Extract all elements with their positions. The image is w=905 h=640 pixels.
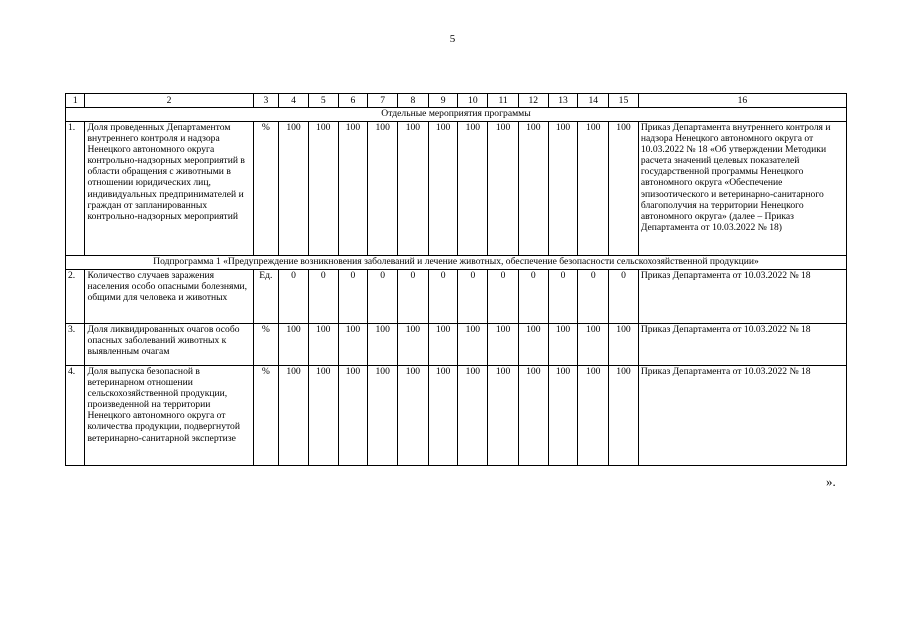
header-cell: 7 [368, 94, 398, 108]
section-row [66, 256, 847, 270]
value-cell: 0 [338, 270, 368, 324]
header-cell: 16 [638, 94, 846, 108]
header-cell: 8 [398, 94, 429, 108]
table-row [66, 366, 847, 466]
value-cell: 100 [428, 366, 458, 466]
value-cell: 100 [609, 122, 639, 256]
value-cell: 100 [308, 366, 338, 466]
section-row [66, 108, 847, 122]
value-cell: 100 [398, 366, 429, 466]
value-cell: 100 [548, 122, 578, 256]
unit-cell: Ед. [253, 270, 279, 324]
value-cell: 100 [338, 324, 368, 366]
value-cell: 100 [338, 366, 368, 466]
value-cell: 0 [578, 270, 609, 324]
value-cell: 100 [368, 122, 398, 256]
source-cell: Приказ Департамента внутреннего контроля и надзора Ненецкого автономного округа от 10.03.2022 № 18 «Об утверждении Методики расчета значений целевых показателей государственной программы Ненецкого автономного округа «Обеспечение эпизоотического и ветеринарно-санитарного благополучия на территории Ненецкого автономного округа» (далее – Приказ Департамента от 10.03.2022 № 18) [638, 122, 846, 256]
header-cell: 2 [85, 94, 253, 108]
value-cell: 0 [488, 270, 519, 324]
value-cell: 0 [428, 270, 458, 324]
value-cell: 100 [488, 122, 519, 256]
value-cell: 0 [548, 270, 578, 324]
header-cell: 15 [609, 94, 639, 108]
header-row [66, 94, 847, 108]
value-cell: 100 [609, 324, 639, 366]
source-cell: Приказ Департамента от 10.03.2022 № 18 [638, 324, 846, 366]
value-cell: 100 [578, 366, 609, 466]
value-cell: 100 [398, 122, 429, 256]
source-cell: Приказ Департамента от 10.03.2022 № 18 [638, 366, 846, 466]
value-cell: 100 [398, 324, 429, 366]
table-row [66, 324, 847, 366]
table-row [66, 122, 847, 256]
section-title: Отдельные мероприятия программы [66, 108, 847, 122]
header-cell: 11 [488, 94, 519, 108]
value-cell: 100 [428, 122, 458, 256]
table-row [66, 270, 847, 324]
header-cell: 5 [308, 94, 338, 108]
value-cell: 100 [518, 324, 548, 366]
value-cell: 0 [609, 270, 639, 324]
header-cell: 6 [338, 94, 368, 108]
header-cell: 13 [548, 94, 578, 108]
header-cell: 3 [253, 94, 279, 108]
value-cell: 100 [518, 366, 548, 466]
indicator-name: Доля выпуска безопасной в ветеринарном отношении сельскохозяйственной продукции, произведенной на территории Ненецкого автономного округа от количества продукции, подвергнутой ветеринарно-санитарной экспертизе [85, 366, 253, 466]
value-cell: 100 [518, 122, 548, 256]
value-cell: 100 [308, 122, 338, 256]
value-cell: 100 [338, 122, 368, 256]
value-cell: 100 [609, 366, 639, 466]
value-cell: 0 [308, 270, 338, 324]
header-cell: 10 [458, 94, 488, 108]
page-number: 5 [449, 33, 456, 45]
header-cell: 1 [66, 94, 85, 108]
row-number: 4. [66, 366, 85, 466]
header-cell: 4 [279, 94, 309, 108]
value-cell: 100 [548, 366, 578, 466]
value-cell: 0 [518, 270, 548, 324]
unit-cell: % [253, 122, 279, 256]
value-cell: 100 [279, 122, 309, 256]
indicator-name: Доля проведенных Департаментом внутреннего контроля и надзора Ненецкого автономного округа контрольно-надзорных мероприятий в области обращения с животными в отношении юридических лиц, индивидуальных предпринимателей и граждан от запланированных контрольно-надзорных мероприятий [85, 122, 253, 256]
value-cell: 100 [428, 324, 458, 366]
row-number: 2. [66, 270, 85, 324]
header-cell: 9 [428, 94, 458, 108]
closing-quote-mark: ». [826, 474, 836, 489]
value-cell: 100 [488, 324, 519, 366]
value-cell: 100 [458, 122, 488, 256]
value-cell: 100 [308, 324, 338, 366]
header-cell: 14 [578, 94, 609, 108]
value-cell: 100 [458, 366, 488, 466]
value-cell: 100 [578, 122, 609, 256]
value-cell: 100 [368, 324, 398, 366]
value-cell: 100 [458, 324, 488, 366]
source-cell: Приказ Департамента от 10.03.2022 № 18 [638, 270, 846, 324]
header-cell: 12 [518, 94, 548, 108]
value-cell: 100 [488, 366, 519, 466]
value-cell: 0 [368, 270, 398, 324]
value-cell: 100 [578, 324, 609, 366]
value-cell: 100 [368, 366, 398, 466]
indicator-name: Доля ликвидированных очагов особо опасных заболеваний животных к выявленным очагам [85, 324, 253, 366]
unit-cell: % [253, 324, 279, 366]
value-cell: 100 [279, 366, 309, 466]
value-cell: 100 [279, 324, 309, 366]
row-number: 1. [66, 122, 85, 256]
value-cell: 100 [548, 324, 578, 366]
value-cell: 0 [398, 270, 429, 324]
indicators-table [65, 93, 847, 466]
value-cell: 0 [458, 270, 488, 324]
indicator-name: Количество случаев заражения населения особо опасными болезнями, общими для человека и животных [85, 270, 253, 324]
unit-cell: % [253, 366, 279, 466]
row-number: 3. [66, 324, 85, 366]
section-title: Подпрограмма 1 «Предупреждение возникновения заболеваний и лечение животных, обеспечение безопасности сельскохозяйственной продукции» [66, 256, 847, 270]
value-cell: 0 [279, 270, 309, 324]
